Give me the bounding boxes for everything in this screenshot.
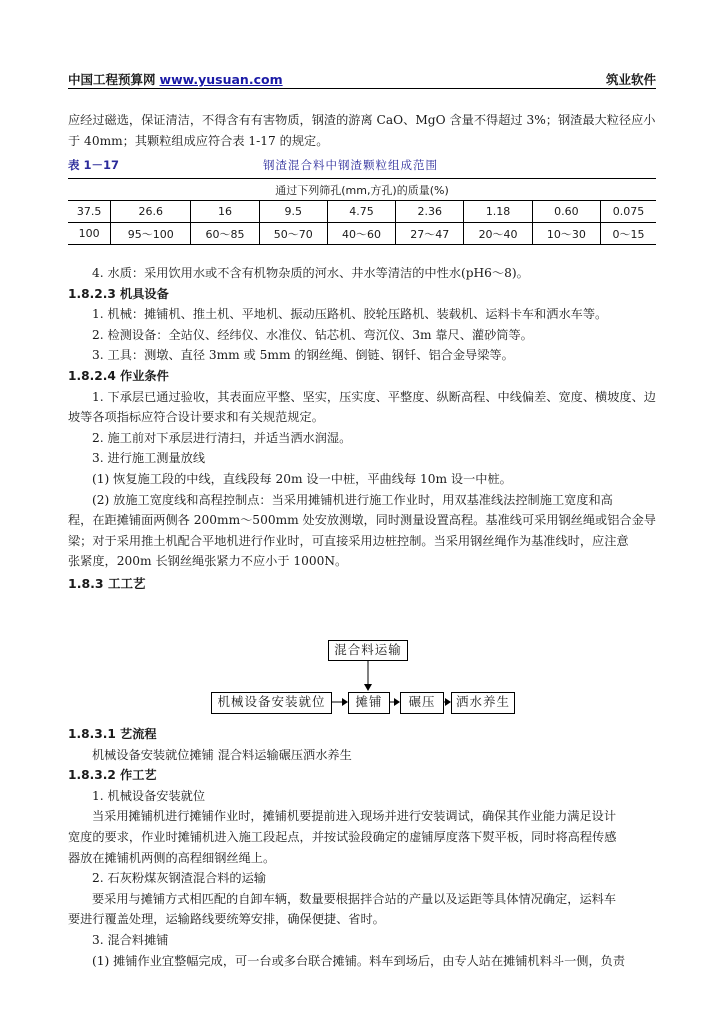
sieve-size-cell: 26.6	[111, 201, 191, 223]
text-line: 张紧度，200m 长钢丝绳张紧力不应小于 1000N。	[68, 554, 348, 569]
table-number: 表 1－17	[68, 158, 120, 172]
passing-range-cell: 100	[68, 223, 111, 245]
section-heading: 1.8.2.3 机具设备	[68, 286, 169, 301]
text-line: 4. 水质：采用饮用水或不含有机物杂质的河水、井水等清洁的中性水(pH6～8)。	[92, 266, 529, 280]
text-line: 2. 施工前对下承层进行清扫，并适当洒水润湿。	[92, 430, 352, 445]
section-materials-equipment	[68, 263, 656, 572]
sieve-size-cell: 1.18	[464, 201, 532, 223]
text-line: 程，在距摊铺面两侧各 200mm～500mm 处安放测墩，同时测量设置高程。基准线可采用钢丝绳或铝合金导	[68, 513, 656, 528]
table-caption	[68, 157, 656, 175]
text-line: 于 40mm；其颗粒组成应符合表 1-17 的规定。	[68, 133, 329, 148]
passing-range-cell: 95～100	[111, 223, 191, 245]
text-line: 宽度的要求，作业时摊铺机进入施工段起点，并按试验段确定的虚铺厚度落下熨平板，同时将高程传感	[68, 829, 617, 844]
sieve-size-cell: 9.5	[259, 201, 327, 223]
text-line: (1) 恢复施工段的中线，直线段每 20m 设一中桩，平曲线每 10m 设一中桩。	[92, 471, 512, 486]
section-process	[68, 724, 656, 971]
text-line: 梁；对于采用推土机配合平地机进行作业时，可直接采用边桩控制。当采用钢丝绳作为基准线时，应注意	[68, 533, 629, 548]
text-line: 1. 机械设备安装就位	[92, 788, 206, 803]
text-line: 机械设备安装就位摊铺 混合料运输碾压洒水养生	[92, 747, 352, 762]
passing-range-row	[68, 223, 656, 245]
passing-range-cell: 20～40	[464, 223, 532, 245]
text-line: 要进行覆盖处理，运输路线要统筹安排，确保便捷、省时。	[68, 912, 385, 927]
site-url-link[interactable]: www.yusuan.com	[159, 72, 283, 87]
flow-box-transport: 混合料运输	[328, 640, 408, 661]
flow-box-install: 机械设备安装就位	[211, 692, 332, 714]
passing-range-cell: 10～30	[532, 223, 600, 245]
flow-box-paving: 摊铺	[348, 692, 390, 714]
passing-range-cell: 27～47	[396, 223, 464, 245]
passing-range-cell: 50～70	[259, 223, 327, 245]
section-title: 1.8.3 工工艺	[68, 576, 146, 591]
passing-range-cell: 60～85	[191, 223, 259, 245]
intro-paragraph	[68, 110, 656, 151]
sieve-size-cell: 2.36	[396, 201, 464, 223]
text-line: (2) 放施工宽度线和高程控制点：当采用摊铺机进行施工作业时，用双基准线法控制施工宽度和高	[92, 492, 613, 507]
text-line: 器放在摊铺机两侧的高程细钢丝绳上。	[68, 850, 276, 865]
text-line: 要采用与摊铺方式相匹配的自卸车辆，数量要根据拌合站的产量以及运距等具体情况确定，运料车	[92, 891, 617, 906]
sieve-size-cell: 0.075	[600, 201, 656, 223]
flow-box-curing: 洒水养生	[451, 692, 515, 714]
text-line: 3. 混合料摊铺	[92, 932, 169, 947]
site-name: 中国工程预算网	[68, 72, 156, 87]
sieve-size-cell: 37.5	[68, 201, 111, 223]
flow-arrowhead-down	[364, 684, 372, 691]
sieve-size-cell: 16	[191, 201, 259, 223]
flow-box-rolling: 碾压	[400, 692, 444, 714]
text-line: 应经过磁选，保证清洁，不得含有有害物质，钢渣的游离 CaO、MgO 含量不得超过 3%；钢渣最大粒径应小	[68, 113, 656, 127]
text-line: 当采用摊铺机进行摊铺作业时，摊铺机要提前进入现场并进行安装调试，确保其作业能力满足设计	[92, 809, 617, 824]
text-line: (1) 摊铺作业宜整幅完成，可一台或多台联合摊铺。料车到场后，由专人站在摊铺机料斗一侧，负责	[92, 953, 626, 968]
sieve-size-row	[68, 201, 656, 223]
header-site	[68, 70, 283, 88]
section-heading: 1.8.3.1 艺流程	[68, 727, 157, 741]
text-line: 1. 机械：摊铺机、推土机、平地机、振动压路机、胶轮压路机、装载机、运料卡车和洒水车等。	[92, 307, 608, 322]
table-header-cell: 通过下列筛孔(mm,方孔)的质量(%)	[68, 179, 656, 201]
gradation-table	[68, 178, 656, 245]
passing-range-cell: 40～60	[327, 223, 395, 245]
sieve-size-cell: 0.60	[532, 201, 600, 223]
text-line: 2. 检测设备：全站仪、经纬仪、水准仪、钻芯机、弯沉仪、3m 靠尺、灌砂筒等。	[92, 327, 533, 342]
text-line: 3. 工具：测墩、直径 3mm 或 5mm 的钢丝绳、倒链、钢钎、铝合金导梁等。	[92, 348, 514, 363]
sieve-size-cell: 4.75	[327, 201, 395, 223]
passing-range-cell: 0～15	[600, 223, 656, 245]
text-line: 1. 下承层已通过验收，其表面应平整、坚实，压实度、平整度、纵断高程、中线偏差、宽度、横坡度、边	[92, 389, 656, 404]
page-header	[68, 68, 656, 89]
section-heading: 1.8.3.2 作工艺	[68, 768, 157, 783]
text-line: 坡等各项指标应符合设计要求和有关规范规定。	[68, 410, 324, 425]
text-line: 3. 进行施工测量放线	[92, 451, 206, 466]
table-title: 钢渣混合料中钢渣颗粒组成范围	[263, 158, 438, 172]
section-heading: 1.8.2.4 作业条件	[68, 368, 169, 383]
text-line: 2. 石灰粉煤灰钢渣混合料的运输	[92, 871, 266, 886]
header-brand: 筑业软件	[605, 72, 656, 87]
